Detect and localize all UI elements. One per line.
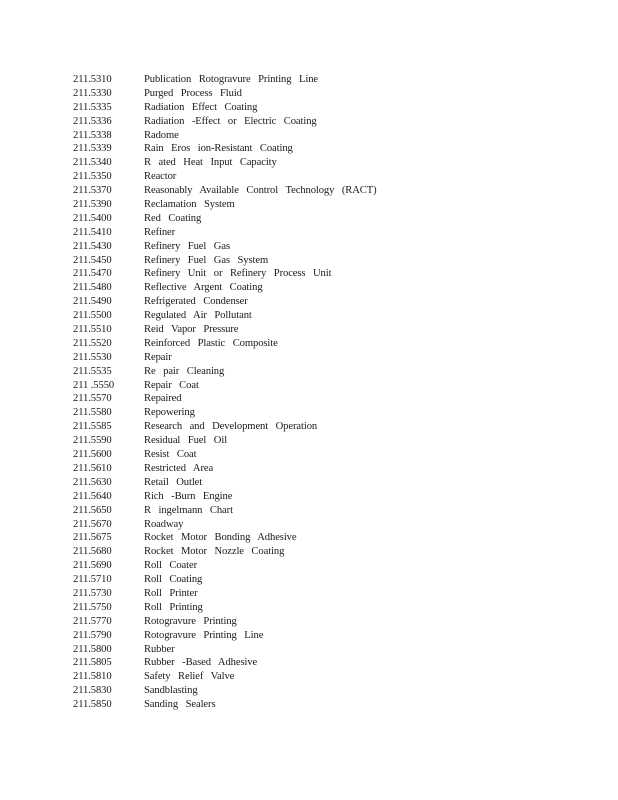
section-number: 211.5800 <box>73 643 112 655</box>
list-item <box>73 351 593 365</box>
defined-term: Re pair Cleaning <box>144 365 225 377</box>
list-item <box>73 518 593 532</box>
section-number: 211.5390 <box>73 199 112 211</box>
list-item <box>73 198 593 212</box>
list-item <box>73 698 593 712</box>
list-item <box>73 267 593 281</box>
list-item <box>73 170 593 184</box>
section-number: 211.5450 <box>73 254 112 266</box>
section-number: 211.5690 <box>73 560 112 572</box>
defined-term: Radiation -Effect or Electric Coating <box>144 115 317 127</box>
defined-term: Rocket Motor Nozzle Coating <box>144 546 285 558</box>
list-item <box>73 406 593 420</box>
list-item <box>73 573 593 587</box>
section-number: 211.5570 <box>73 393 112 405</box>
defined-term: Roadway <box>144 518 184 530</box>
list-item <box>73 490 593 504</box>
defined-term: Reclamation System <box>144 199 235 211</box>
defined-term: Reinforced Plastic Composite <box>144 337 278 349</box>
list-item <box>73 323 593 337</box>
list-item <box>73 254 593 268</box>
defined-term: Rich -Burn Engine <box>144 490 233 502</box>
defined-term: Rocket Motor Bonding Adhesive <box>144 532 297 544</box>
list-item <box>73 115 593 129</box>
section-number: 211.5650 <box>73 504 112 516</box>
list-item <box>73 142 593 156</box>
section-number: 211.5535 <box>73 365 112 377</box>
list-item <box>73 670 593 684</box>
list-item <box>73 462 593 476</box>
list-item <box>73 392 593 406</box>
defined-term: Sandblasting <box>144 685 198 697</box>
section-number: 211 .5550 <box>73 379 115 391</box>
section-number: 211.5730 <box>73 587 112 599</box>
defined-term: Rubber <box>144 643 175 655</box>
defined-term: Roll Printer <box>144 587 198 599</box>
defined-term: Refinery Fuel Gas <box>144 240 230 252</box>
section-number: 211.5630 <box>73 476 112 488</box>
section-number: 211.5310 <box>73 74 112 85</box>
list-item <box>73 309 593 323</box>
section-number: 211.5790 <box>73 629 112 641</box>
defined-term: Restricted Area <box>144 462 214 474</box>
list-item <box>73 379 593 393</box>
section-number: 211.5675 <box>73 532 112 544</box>
section-number: 211.5670 <box>73 518 112 530</box>
section-number: 211.5410 <box>73 226 112 238</box>
section-number: 211.5580 <box>73 407 112 419</box>
definitions-list <box>73 73 593 712</box>
section-number: 211.5530 <box>73 351 112 363</box>
list-item <box>73 545 593 559</box>
defined-term: Red Coating <box>144 212 202 224</box>
section-number: 211.5640 <box>73 490 112 502</box>
section-number: 211.5680 <box>73 546 112 558</box>
section-number: 211.5585 <box>73 421 112 433</box>
defined-term: Residual Fuel Oil <box>144 435 228 447</box>
section-number: 211.5480 <box>73 282 112 294</box>
defined-term: Reactor <box>144 171 177 183</box>
list-item <box>73 87 593 101</box>
defined-term: Rotogravure Printing Line <box>144 629 264 641</box>
section-number: 211.5470 <box>73 268 112 280</box>
section-number: 211.5600 <box>73 449 112 461</box>
section-number: 211.5520 <box>73 337 112 349</box>
section-number: 211.5330 <box>73 87 112 99</box>
list-item <box>73 559 593 573</box>
section-number: 211.5400 <box>73 212 112 224</box>
defined-term: Reasonably Available Control Technology (RACT) <box>144 185 377 197</box>
defined-term: Roll Coating <box>144 574 203 586</box>
section-number: 211.5339 <box>73 143 112 155</box>
list-item <box>73 684 593 698</box>
defined-term: Refiner <box>144 226 176 238</box>
defined-term: Safety Relief Valve <box>144 671 235 683</box>
section-number: 211.5336 <box>73 115 112 127</box>
defined-term: Reid Vapor Pressure <box>144 324 239 336</box>
defined-term: Rotogravure Printing <box>144 615 237 627</box>
list-item <box>73 365 593 379</box>
defined-term: Repair <box>144 351 172 363</box>
list-item <box>73 101 593 115</box>
section-number: 211.5770 <box>73 615 112 627</box>
defined-term: Refinery Unit or Refinery Process Unit <box>144 268 332 280</box>
section-number: 211.5340 <box>73 157 112 169</box>
defined-term: R ated Heat Input Capacity <box>144 157 277 169</box>
list-item <box>73 656 593 670</box>
list-item <box>73 156 593 170</box>
section-number: 211.5830 <box>73 685 112 697</box>
list-item <box>73 281 593 295</box>
section-number: 211.5490 <box>73 296 112 308</box>
section-number: 211.5335 <box>73 101 112 113</box>
defined-term: Regulated Air Pollutant <box>144 310 252 322</box>
section-number: 211.5370 <box>73 185 112 197</box>
list-item <box>73 504 593 518</box>
list-item <box>73 476 593 490</box>
section-number: 211.5750 <box>73 601 112 613</box>
list-item <box>73 587 593 601</box>
list-item <box>73 73 593 87</box>
section-number: 211.5500 <box>73 310 112 322</box>
section-number: 211.5805 <box>73 657 112 669</box>
list-item <box>73 434 593 448</box>
defined-term: Radome <box>144 129 179 141</box>
list-item <box>73 337 593 351</box>
section-number: 211.5590 <box>73 435 112 447</box>
defined-term: Refrigerated Condenser <box>144 296 248 308</box>
defined-term: Roll Coater <box>144 560 198 572</box>
list-item <box>73 184 593 198</box>
defined-term: Repowering <box>144 407 195 419</box>
list-item <box>73 615 593 629</box>
list-item <box>73 629 593 643</box>
defined-term: Resist Coat <box>144 449 197 461</box>
list-item <box>73 420 593 434</box>
list-item <box>73 226 593 240</box>
list-item <box>73 129 593 143</box>
list-item <box>73 643 593 657</box>
list-item <box>73 240 593 254</box>
section-number: 211.5810 <box>73 671 112 683</box>
defined-term: Publication Rotogravure Printing Line <box>144 74 319 85</box>
defined-term: Research and Development Operation <box>144 421 318 433</box>
list-item <box>73 212 593 226</box>
defined-term: R ingelmann Chart <box>144 504 233 516</box>
section-number: 211.5610 <box>73 462 112 474</box>
list-item <box>73 295 593 309</box>
list-item <box>73 448 593 462</box>
defined-term: Retail Outlet <box>144 476 203 488</box>
section-number: 211.5350 <box>73 171 112 183</box>
defined-term: Rain Eros ion-Resistant Coating <box>144 143 293 155</box>
defined-term: Reflective Argent Coating <box>144 282 263 294</box>
section-number: 211.5850 <box>73 699 112 711</box>
defined-term: Sanding Sealers <box>144 699 216 711</box>
defined-term: Purged Process Fluid <box>144 87 242 99</box>
defined-term: Repair Coat <box>144 379 199 391</box>
defined-term: Radiation Effect Coating <box>144 101 258 113</box>
section-number: 211.5710 <box>73 574 112 586</box>
section-number: 211.5338 <box>73 129 112 141</box>
defined-term: Rubber -Based Adhesive <box>144 657 258 669</box>
section-number: 211.5510 <box>73 324 112 336</box>
defined-term: Roll Printing <box>144 601 203 613</box>
defined-term: Repaired <box>144 393 182 405</box>
section-number: 211.5430 <box>73 240 112 252</box>
list-item <box>73 531 593 545</box>
defined-term: Refinery Fuel Gas System <box>144 254 269 266</box>
list-item <box>73 601 593 615</box>
